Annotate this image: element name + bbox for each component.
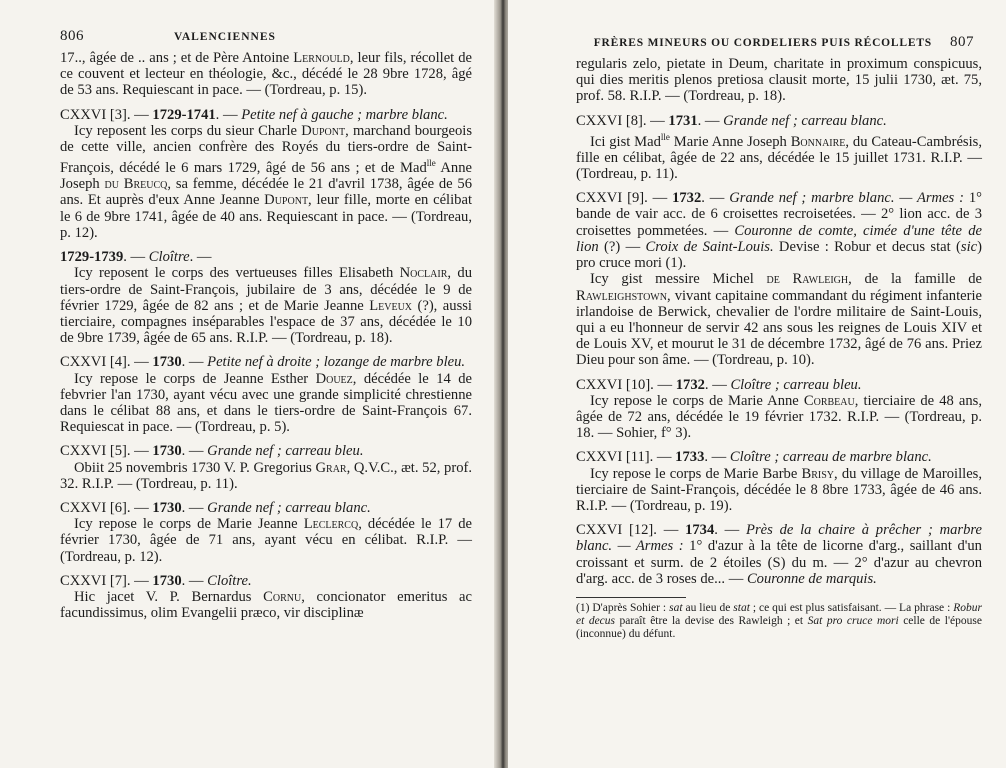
surname: Lernould xyxy=(293,50,350,66)
paragraph xyxy=(576,56,982,105)
text-run: . — xyxy=(704,449,730,466)
paragraph xyxy=(576,393,982,442)
text-run: CXXVI [11]. — xyxy=(576,449,676,466)
text-run: CXXVI [3]. — xyxy=(60,106,153,123)
right-page xyxy=(508,0,1006,768)
italic-run: Robur et decus xyxy=(576,601,982,627)
text-run: , du village de Maroilles, tierciaire de Saint-François, décédée le 8 8bre 1733, âgée de 46 ans. R.I.P. — (Tordreau, p. 19). xyxy=(576,465,983,514)
entry-date: 1730 xyxy=(152,499,182,516)
superscript: lle xyxy=(660,131,670,142)
surname: Dupont xyxy=(264,192,309,209)
text-run: 1° bande de vair acc. de 6 croisettes recroisetées. — 2° lion acc. de 3 croisettes pommetées. — xyxy=(576,190,982,239)
entry-date: 1732 xyxy=(672,190,702,207)
entry-date: 1733 xyxy=(675,449,705,466)
italic-run: sic xyxy=(960,238,978,255)
text-run: celle de l'épouse (inconnue) du défunt. xyxy=(576,614,982,640)
text-run: Icy reposent les corps du sieur Charle xyxy=(74,122,302,139)
text-run: (?) — xyxy=(598,238,646,255)
text-run: . — xyxy=(181,499,208,516)
surname: Leveux xyxy=(369,297,413,314)
text-run: Icy repose le corps de Jeanne Esther xyxy=(74,370,316,387)
italic-run: Petite nef à gauche ; marbre blanc. xyxy=(241,106,448,123)
text-run: . — xyxy=(704,376,731,393)
text-run: , de la famille de xyxy=(848,271,983,288)
entry-date: 1732 xyxy=(675,376,705,393)
italic-run: Cloître xyxy=(148,249,190,266)
paragraph xyxy=(576,129,982,182)
text-run: Hic jacet V. P. Bernardus xyxy=(74,588,264,605)
surname: Bonnaire xyxy=(790,133,846,150)
text-run: Icy repose le corps de Marie Barbe xyxy=(590,465,802,482)
surname: Corbeau xyxy=(803,392,855,409)
text-run: , Q.V.C., æt. 52, prof. 32. R.I.P. — (Tordreau, p. 11). xyxy=(60,459,473,492)
text-run: , vivant capitaine commandant du régiment infanterie irlandoise de Berwick, chevalier de l'ordre militaire de Saint-Louis, qui a eu l'honneur de servir 42 ans sous les reignes de Louis XIV et de Louis XV, et mourut le 31 de décembre 1732, âgé de 76 ans. Priez Dieu pour son âme. — (Tordreau, p. 10). xyxy=(576,287,982,369)
entry-date: 1730 xyxy=(152,572,182,589)
text-run: . — xyxy=(181,354,208,371)
paragraph xyxy=(576,271,982,368)
paragraph xyxy=(60,589,472,621)
text-run: CXXVI [4]. — xyxy=(60,354,153,371)
running-head: VALENCIENNES xyxy=(174,31,276,43)
text-run: Obiit 25 novembris 1730 V. P. Gregorius xyxy=(74,459,316,476)
text-run: Devise : Robur et decus stat ( xyxy=(773,238,961,255)
text-run: CXXVI [5]. — xyxy=(60,443,153,460)
text-run: . — xyxy=(123,249,149,266)
italic-run: Grande nef ; carreau blanc. xyxy=(723,112,887,129)
paragraph xyxy=(60,516,472,565)
entry-heading xyxy=(60,573,472,589)
footnote xyxy=(576,602,982,641)
left-page-text xyxy=(60,50,472,621)
text-run: CXXVI [6]. — xyxy=(60,499,153,516)
text-run: , décédée le 17 de février 1730, âgée de 71 ans, ayant vécu en célibat. R.I.P. — (Tordreau, p. 12). xyxy=(60,516,473,565)
entry-date: 1730 xyxy=(152,443,182,460)
text-run: , leur fils, récollet de ce couvent et lecteur en théologie, &c., décédé le 28 9bre 1728, âgé de 53 ans. Requiescant in pace. — (Tordreau, p. 15). xyxy=(60,50,473,99)
text-run: paraît être la devise des Rawleigh ; et xyxy=(615,614,808,627)
entry-date: 1731 xyxy=(668,112,698,129)
text-run: , concionator emeritus ac facundissimus, olim Evangelii præco, vir disciplinæ xyxy=(60,588,472,622)
text-run: , du tiers-ordre de Saint-François, jubilaire de 3 ans, décédée le 9 de février 1729, âgée de 82 ans ; et de Marie Jeanne xyxy=(60,265,472,314)
paragraph xyxy=(576,466,982,515)
paragraph xyxy=(60,123,472,241)
surname: Rawleighstown xyxy=(576,287,667,304)
text-run: , sa femme, décédée le 21 d'avril 1738, âgée de 56 ans. Et auprès d'eux Anne Jeanne xyxy=(60,176,473,209)
text-run: . — xyxy=(181,572,208,589)
entry-date: 1729-1741 xyxy=(152,106,216,123)
text-run: Icy gist messire Michel xyxy=(590,271,767,288)
text-run: , du Cateau-Cambrésis, fille en célibat, âgée de 22 ans, décédée le 15 juillet 1731. R.I.P. — (Tordreau, p. 11). xyxy=(576,133,982,183)
text-run: Icy reposent le corps des vertueuses filles Elisabeth xyxy=(74,265,400,282)
surname: Noclair xyxy=(399,265,448,282)
text-run: 1° d'azur à la tête de licorne d'arg., saillant d'un croissant et surm. de 2 étoiles (S) du m. — 2° d'azur au chevron d'arg. acc. de 3 roses de... — xyxy=(576,538,982,587)
text-run: , marchand bourgeois de cette ville, ancien confrère des Royés du tiers-ordre de Saint-François, décédé le 6 mars 1729, âgé de 56 ans ; et de Mad xyxy=(60,122,473,177)
text-run: CXXVI [9]. — xyxy=(576,190,673,207)
text-run: 17.., âgée de .. ans ; et de Père Antoine xyxy=(60,50,294,66)
entry-date: 1730 xyxy=(152,354,182,371)
footnote-text xyxy=(576,602,982,641)
left-page xyxy=(0,0,498,768)
italic-run: Cloître ; carreau bleu. xyxy=(730,376,862,393)
italic-run: Cloître ; carreau de marbre blanc. xyxy=(729,449,932,466)
italic-run: sat xyxy=(669,601,683,614)
entry-heading xyxy=(60,249,472,265)
text-run: , tierciaire de 48 ans, âgée de 72 ans, décédée le 19 février 1732. R.I.P. — (Tordreau, p. 18. — Sohier, f° 3). xyxy=(576,392,983,442)
italic-run: Grande nef ; carreau blanc. xyxy=(207,499,371,516)
entry-heading xyxy=(60,354,472,370)
entry-heading xyxy=(576,377,982,393)
text-run: regularis zelo, pietate in Deum, charitate in proximum conspicuus, qui dies meritis plenos pretiosa clausit morte, 15 julii 1730, æt. 75, prof. 58. R.I.P. — (Tordreau, p. 18). xyxy=(576,56,982,105)
entry-heading xyxy=(576,190,982,271)
surname: Leclercq xyxy=(303,516,359,533)
text-run: Ici gist Mad xyxy=(590,133,661,150)
text-run: . — xyxy=(215,106,242,123)
text-run: ; ce qui est plus satisfaisant. — La phrase : xyxy=(749,601,954,614)
footnote-rule xyxy=(576,597,686,598)
surname: du Breucq xyxy=(104,176,168,193)
entry-heading xyxy=(60,107,472,123)
italic-run: Couronne de comte, cimée d'une tête de lion xyxy=(576,222,982,255)
left-page-header xyxy=(60,28,472,50)
page-number: 806 xyxy=(60,28,84,44)
text-run: Icy repose le corps de Marie Jeanne xyxy=(74,516,304,533)
text-run: Anne Joseph xyxy=(60,160,472,193)
italic-run: stat xyxy=(733,601,750,614)
right-page-header xyxy=(576,34,982,56)
text-run: CXXVI [8]. — xyxy=(576,112,669,129)
italic-run: Sat pro cruce mori xyxy=(807,614,899,627)
paragraph xyxy=(60,460,472,492)
text-run: Marie Anne Joseph xyxy=(669,133,791,150)
italic-run: Croix de Saint-Louis. xyxy=(645,238,774,255)
surname: Brisy xyxy=(801,465,835,482)
entry-heading xyxy=(60,443,472,459)
entry-heading xyxy=(576,522,982,587)
surname: Dupont xyxy=(301,122,346,139)
text-run: . — xyxy=(181,443,208,460)
italic-run: Grande nef ; marbre blanc. — Armes : xyxy=(729,190,964,207)
italic-run: Petite nef à droite ; lozange de marbre bleu. xyxy=(207,354,466,371)
superscript: lle xyxy=(426,158,436,169)
text-run: Icy repose le corps de Marie Anne xyxy=(590,392,804,409)
italic-run: Près de la chaire à prêcher ; marbre blanc. — Armes : xyxy=(576,522,983,555)
italic-run: Couronne de marquis. xyxy=(746,570,877,587)
paragraph xyxy=(60,371,472,436)
right-page-text xyxy=(576,56,982,587)
text-run: au lieu de xyxy=(682,601,734,614)
paragraph xyxy=(60,50,472,99)
entry-heading xyxy=(576,113,982,129)
text-run: (1) D'après Sohier : xyxy=(576,601,670,614)
text-run: , décédée le 14 de febvrier l'an 1730, ayant vécu avec une grande simplicité chrestienne dans le célibat 88 ans, et dans le tiers-ordre de Saint-François 67. Requiescat in pace. — (Tordreau, p. 5). xyxy=(60,370,472,436)
italic-run: Cloître. xyxy=(207,572,252,589)
entry-heading xyxy=(60,500,472,516)
text-run: ) pro cruce mori (1). xyxy=(576,238,982,272)
entry-date: 1729-1739 xyxy=(60,249,124,266)
surname: Grar xyxy=(315,459,347,476)
text-run: . — xyxy=(701,190,730,207)
entry-date: 1734 xyxy=(685,522,715,539)
text-run: CXXVI [10]. — xyxy=(576,376,676,393)
paragraph xyxy=(60,265,472,346)
text-run: . — xyxy=(714,522,747,539)
page-number: 807 xyxy=(950,34,974,50)
text-run: , leur fille, morte en célibat le 6 de 9bre 1741, âgée de 40 ans. Requiescant in pace. — (Tordreau, p. 12). xyxy=(60,192,472,241)
text-run: CXXVI [12]. — xyxy=(576,522,686,539)
text-run: CXXVI [7]. — xyxy=(60,572,153,589)
surname: Douez xyxy=(315,370,353,387)
surname: Cornu xyxy=(263,588,302,605)
italic-run: Grande nef ; carreau bleu. xyxy=(207,443,364,460)
text-run: . — xyxy=(189,249,212,266)
entry-heading xyxy=(576,449,982,465)
text-run: . — xyxy=(697,112,724,129)
text-run: (?), aussi tierciaire, compagnes inséparables l'espace de 37 ans, décédée le 10 de 9bre 1739, âgée de 65 ans. R.I.P. — (Tordreau, p. 18). xyxy=(60,297,472,347)
surname: de Rawleigh xyxy=(766,271,849,288)
running-head: FRÈRES MINEURS OU CORDELIERS PUIS RÉCOLLETS xyxy=(593,37,932,49)
